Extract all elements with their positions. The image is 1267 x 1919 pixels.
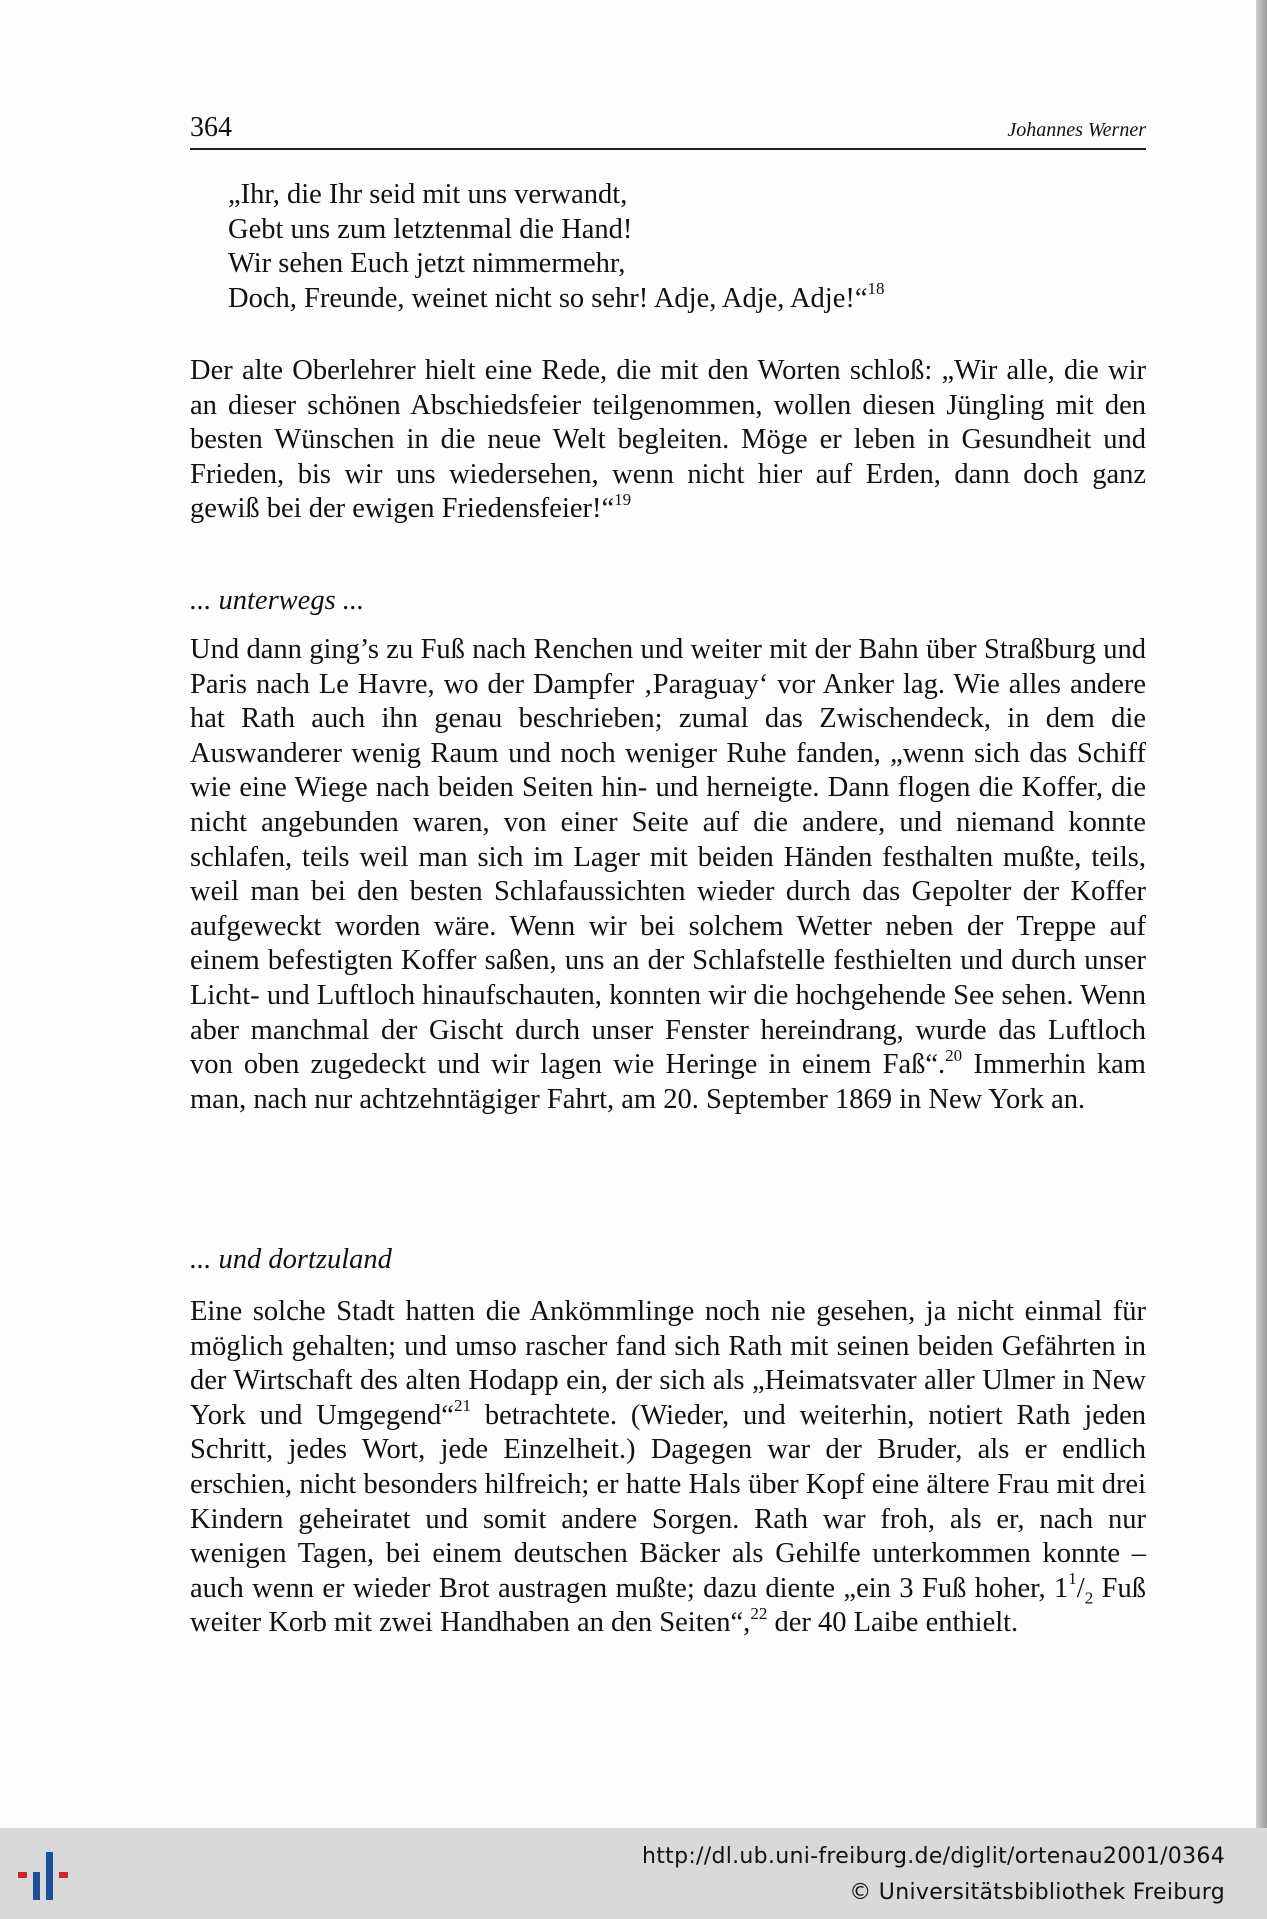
paragraph-new-york [190,1295,1146,1641]
paragraph-text: Fuß weiter Korb mit zwei Handhaben an den Seiten“, [190,1572,1146,1639]
poem-line: Wir sehen Euch jetzt nimmermehr, [228,248,626,280]
page-number: 364 [190,112,232,143]
paragraph-text: Eine solche Stadt hatten die Ankömmlinge noch nie gesehen, ja nicht einmal für möglich gehalten; und umso rascher fand sich Rath mit seinen beiden Gefährten in der Wirtschaft des alten Hodapp ein, der sich als „Heimatsvater aller Ulmer in New York und Umgegend“ [190,1296,1146,1431]
poem-line: Gebt uns zum letztenmal die Hand! [228,213,633,245]
section-heading-unterwegs: ... unterwegs ... [190,585,365,616]
paragraph-text: Immerhin kam man, nach nur achtzehntägiger Fahrt, am 20. September 1869 in New York an. [190,1049,1146,1115]
poem-quote [228,178,885,316]
paragraph-text: Und dann ging’s zu Fuß nach Renchen und weiter mit der Bahn über Straßburg und Paris nach Le Havre, wo der Dampfer ‚Paraguay‘ vor Anker lag. Wie alles andere hat Rath auch ihn genau beschrieben; zumal das Zwischendeck, in dem die Auswanderer wenig Raum und noch weniger Ruhe fanden, „wenn sich das Schiff wie eine Wiege nach beiden Seiten hin- und herneigte. Dann flogen die Koffer, die nicht angebunden waren, von einer Seite auf die andere, und niemand konnte schlafen, teils weil man sich im Lager mit beiden Händen festhalten mußte, teils, weil man bei den besten Schlafaussichten wieder durch das Gepolter der Koffer aufgeweckt worden wäre. Wenn wir bei solchem Wetter neben der Treppe auf einem befestigten Koffer saßen, uns an der Schlafstelle festhielten und durch unser Licht- und Luftloch hinaufschauten, konnten wir die hochgehende See sehen. Wenn aber manchmal der Gischt durch unser Fenster hereindrang, wurde das Luftloch von oben zugedeckt und wir lagen wie Heringe in einem Faß“. [190,634,1146,1081]
page-header [190,108,1146,150]
paragraph-text: Der alte Oberlehrer hielt eine Rede, die mit den Worten schloß: „Wir alle, die wir an dieser schönen Abschiedsfeier teilgenommen, wollen diesen Jüngling mit den besten Wünschen in die neue Welt begleiten. Möge er leben in Gesundheit und Frieden, bis wir uns wiedersehen, wenn nicht hier auf Erden, dann doch ganz gewiß bei der ewigen Friedensfeier!“ [190,355,1146,525]
paragraph-voyage [190,633,1146,1117]
ub-freiburg-logo-icon [16,1850,82,1902]
poem-line-text: Doch, Freunde, weinet nicht so sehr! Adje, Adje, Adje!“ [228,282,868,314]
fraction-half: $^1/_2$ [1068,1569,1094,1608]
library-footer [0,1828,1267,1919]
permalink-url[interactable]: http://dl.ub.uni-freiburg.de/diglit/ortenau2001/0364 [641,1844,1225,1869]
paragraph-speech [190,354,1146,527]
footnote-ref: 21 [453,1396,471,1416]
footnote-ref: 22 [750,1603,768,1623]
footnote-ref: 19 [614,489,632,509]
poem-line [228,279,885,317]
footnote-ref: 20 [945,1045,963,1065]
paragraph-text: der 40 Laibe enthielt. [767,1607,1019,1639]
footnote-ref: 18 [867,279,885,299]
section-heading-dortzuland: ... und dortzuland [190,1244,392,1275]
paragraph-text: betrachtete. (Wieder, und weiterhin, notiert Rath jeden Schritt, jedes Wort, jede Einzelheit.) Dagegen war der Bruder, als er endlich erschien, nicht besonders hilfreich; er hatte Hals über Kopf eine ältere Frau mit drei Kindern geheiratet und somit andere Sorgen. Rath war froh, als er, nach nur wenigen Tagen, bei einem deutschen Bäcker als Gehilfe unterkommen konnte – auch wenn er wieder Brot austragen mußte; dazu diente „ein 3 Fuß hoher, 1 [190,1399,1146,1604]
copyright-notice: © Universitätsbibliothek Freiburg [849,1880,1225,1905]
page-edge-shadow [1256,0,1267,1828]
fraction-denominator: 2 [1084,1588,1094,1608]
fraction-numerator: 1 [1068,1569,1077,1589]
poem-line: „Ihr, die Ihr seid mit uns verwandt, [228,179,628,210]
running-head: Johannes Werner [1007,119,1146,141]
